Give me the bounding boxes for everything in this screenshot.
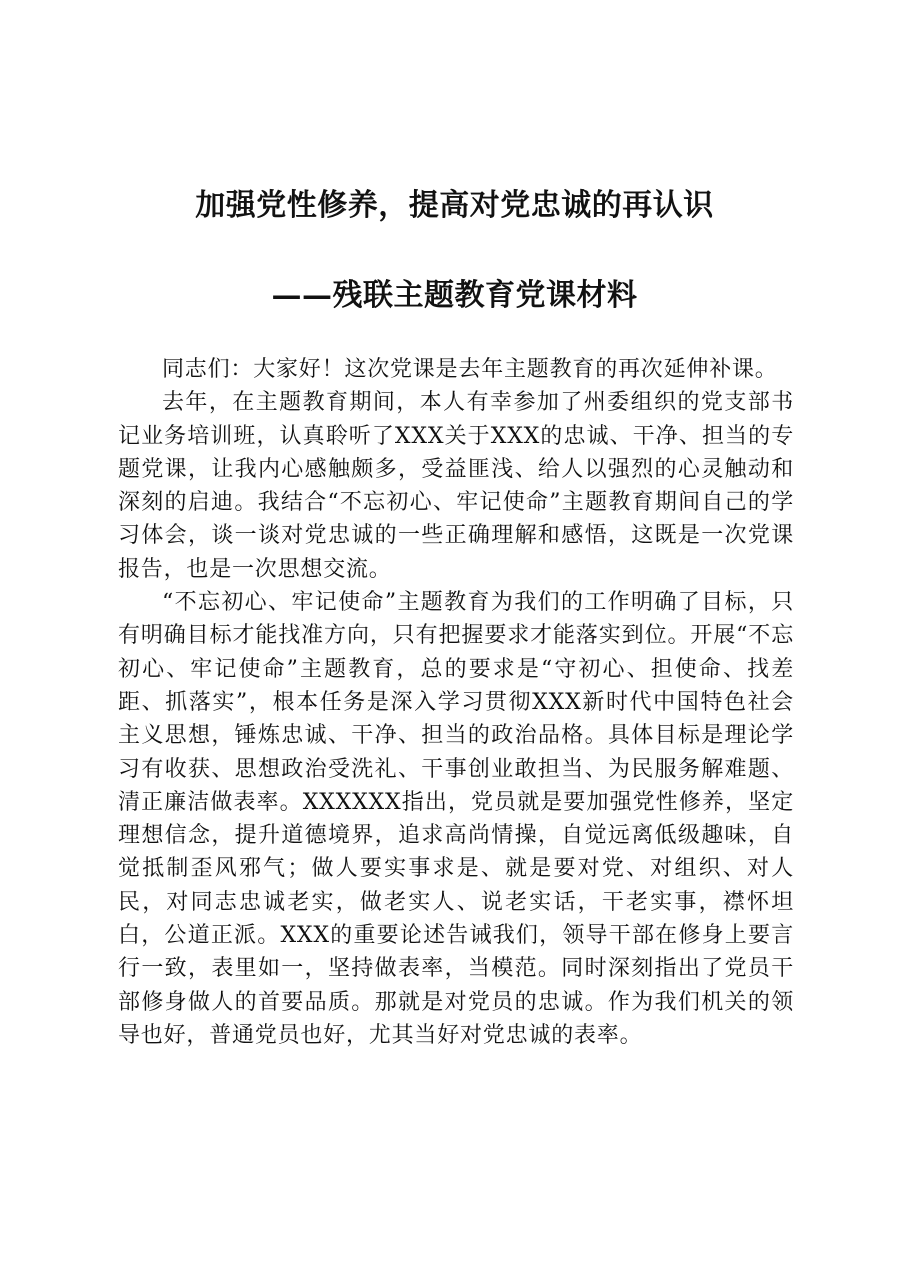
document-title: 加强党性修养，提高对党忠诚的再认识: [195, 188, 714, 223]
paragraph-greeting: 同志们：大家好！这次党课是去年主题教育的再次延伸补课。: [162, 357, 778, 382]
paragraph-background: 去年，在主题教育期间，本人有幸参加了州委组织的党支部书记业务培训班，认真聆听了XXX关于XXX的忠诚、干净、担当的专题党课，让我内心感触颇多，受益匪浅、给人以强烈的心灵触动和深刻的启迪。我结合“不忘初心、牢记使命”主题教育期间自己的学习体会，谈一谈对党忠诚的一些正确理解和感悟，这既是一次党课报告，也是一次思想交流。: [118, 390, 794, 582]
paragraph-main: “不忘初心、牢记使命”主题教育为我们的工作明确了目标，只有明确目标才能找准方向，只有把握要求才能落实到位。开展“不忘初心、牢记使命”主题教育，总的要求是“守初心、担使命、找差距、抓落实”，根本任务是深入学习贯彻XXX新时代中国特色社会主义思想，锤炼忠诚、干净、担当的政治品格。具体目标是理论学习有收获、思想政治受洗礼、干事创业敢担当、为民服务解难题、清正廉洁做表率。XXXXXX指出，党员就是要加强党性修养，坚定理想信念，提升道德境界，追求高尚情操，自觉远离低级趣味，自觉抵制歪风邪气；做人要实事求是、就是要对党、对组织、对人民，对同志忠诚老实，做老实人、说老实话，干老实事，襟怀坦白，公道正派。XXX的重要论述告诫我们，领导干部在修身上要言行一致，表里如一，坚持做表率，当模范。同时深刻指出了党员干部修身做人的首要品质。那就是对党员的忠诚。作为我们机关的领导也好，普通党员也好，尤其当好对党忠诚的表率。: [118, 590, 794, 1048]
document-body: [118, 353, 794, 1052]
document-subtitle: ——残联主题教育党课材料: [271, 278, 638, 313]
